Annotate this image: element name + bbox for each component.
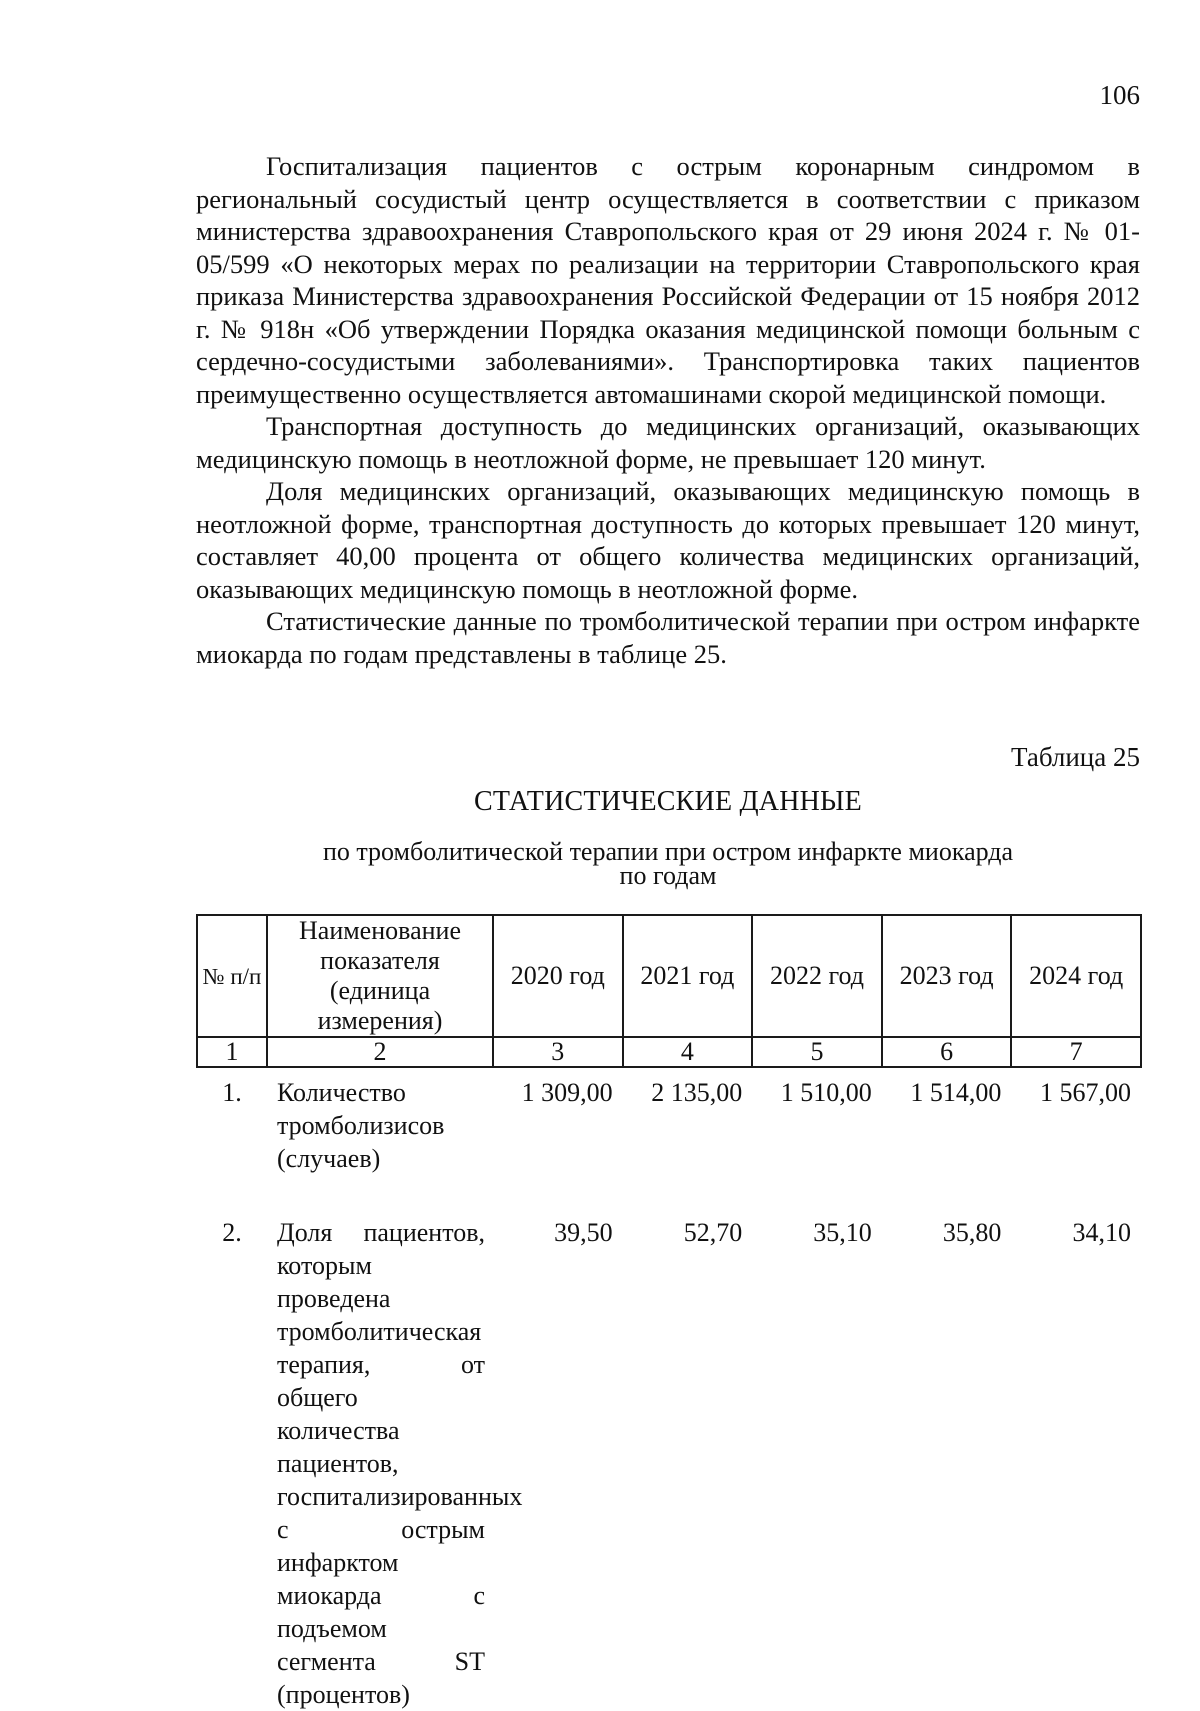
column-number: 5: [752, 1037, 882, 1067]
page-number: 106: [1099, 80, 1140, 110]
paragraph-share-organizations: Доля медицинских организаций, оказывающих медицинскую помощь в неотложной форме, транспортная доступность до которых превышает 120 минут, составляет 40,00 процента от общего количества медицинских организаций, оказывающих медицинскую помощь в неотложной форме.: [196, 476, 1140, 604]
column-number: 3: [493, 1037, 623, 1067]
value-2022: 1 510,00: [780, 1078, 872, 1107]
value-2021: 2 135,00: [651, 1078, 743, 1107]
header-year-2021: 2021 год: [623, 915, 753, 1037]
table-title: СТАТИСТИЧЕСКИЕ ДАННЫЕ: [474, 786, 862, 817]
header-year-2023: 2023 год: [882, 915, 1012, 1037]
table-row: [197, 1067, 1141, 1208]
table-subtitle-line-2: по годам: [619, 861, 717, 890]
table-row: [197, 1208, 1141, 1711]
paragraph-statistics-intro: Статистические данные по тромболитической терапии при остром инфаркте миокарда по годам представлены в таблице 25.: [196, 606, 1140, 669]
header-year-2024: 2024 год: [1011, 915, 1141, 1037]
header-indicator-name: Наименование показателя (единица измерения): [267, 915, 493, 1037]
column-number: 7: [1011, 1037, 1141, 1067]
value-2023: 35,80: [942, 1218, 1002, 1247]
value-2020: 39,50: [554, 1218, 613, 1247]
column-number: 2: [267, 1037, 493, 1067]
header-year-2020: 2020 год: [493, 915, 623, 1037]
paragraph-hospitalization: Госпитализация пациентов с острым коронарным синдромом в региональный сосудистый центр осуществляется в соответствии с приказом министерства здравоохранения Ставропольского края от 29 июня 2024 г. № 01-05/599 «О некоторых мерах по реализации на территории Ставропольского края приказа Министерства здравоохранения Российской Федерации от 15 ноября 2012 г. № 918н «Об утверждении Порядка оказания медицинской помощи больным с сердечно-сосудистыми заболеваниями». Транспортировка таких пациентов преимущественно осуществляется автомашинами скорой медицинской помощи.: [196, 151, 1140, 409]
value-2021: 52,70: [683, 1218, 743, 1247]
row-number: 2.: [222, 1218, 242, 1247]
table-subtitle: [196, 837, 1140, 890]
value-2022: 35,10: [813, 1218, 872, 1247]
column-number: 4: [623, 1037, 753, 1067]
table-caption: Таблица 25: [1011, 742, 1140, 772]
column-number: 6: [882, 1037, 1012, 1067]
row-number: 1.: [222, 1078, 242, 1107]
value-2024: 1 567,00: [1039, 1078, 1131, 1107]
thrombolysis-statistics-table: [196, 914, 1142, 1711]
value-2020: 1 309,00: [521, 1078, 613, 1107]
header-row-number: № п/п: [197, 915, 267, 1037]
body-text: [196, 150, 1140, 670]
table-subtitle-line-1: по тромболитической терапии при остром инфаркте миокарда: [322, 837, 1014, 866]
table-header-row: [197, 915, 1141, 1037]
column-number: 1: [197, 1037, 267, 1067]
indicator-name: Количество тромболизисов (случаев): [277, 1078, 445, 1173]
indicator-name: Доля пациентов, которым проведена тромболитическая терапия, от общего количества пациентов, госпитализированных с острым инфарктом миокарда с подъемом сегмента ST (процентов): [277, 1218, 523, 1709]
value-2024: 34,10: [1072, 1218, 1131, 1247]
header-year-2022: 2022 год: [752, 915, 882, 1037]
column-number-row: [197, 1037, 1141, 1067]
paragraph-transport-access: Транспортная доступность до медицинских организаций, оказывающих медицинскую помощь в неотложной форме, не превышает 120 минут.: [196, 411, 1140, 474]
value-2023: 1 514,00: [910, 1078, 1002, 1107]
